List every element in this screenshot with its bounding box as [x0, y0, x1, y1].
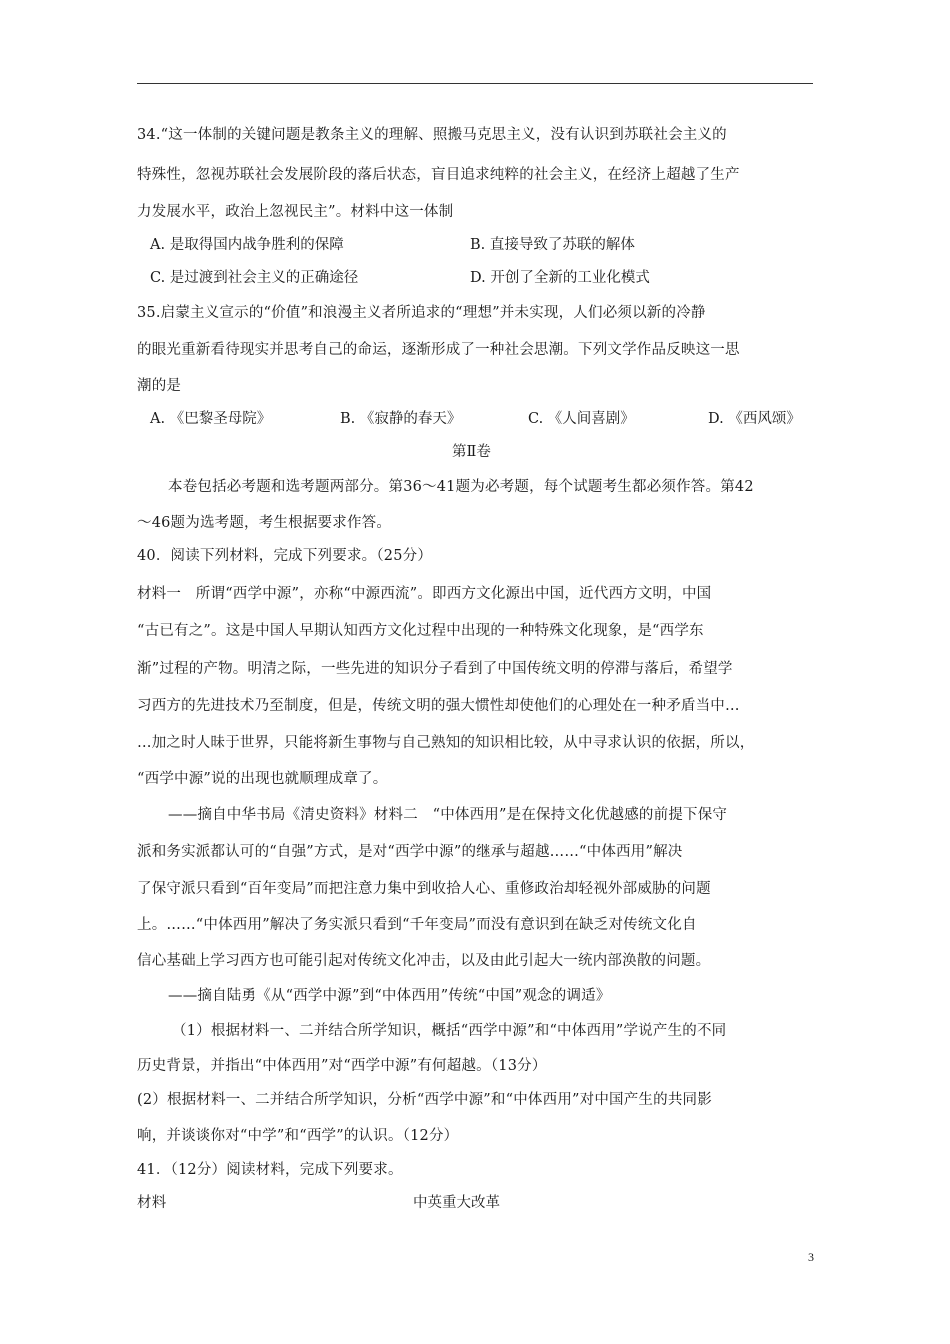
q40-material-line: 习西方的先进技术乃至制度，但是，传统文明的强大惯性却使他们的心理处在一种矛盾当中…: [137, 698, 740, 714]
q41-material-title: 中英重大改革: [413, 1195, 500, 1211]
q34-option-c: C. 是过渡到社会主义的正确途径: [150, 270, 359, 286]
q34-option-b: B. 直接导致了苏联的解体: [470, 237, 635, 253]
q40-material-line: 上。……“中体西用”解决了务实派只看到“千年变局”而没有意识到在缺乏对传统文化自: [137, 917, 697, 933]
q41-material-label: 材料: [137, 1195, 167, 1211]
q35-line-1: 35.启蒙主义宣示的“价值”和浪漫主义者所追求的“理想”并未实现，人们必须以新的冷静: [137, 305, 706, 321]
q40-material-line: 材料一 所谓“西学中源”，亦称“中源西流”。即西方文化源出中国，近代西方文明，中国: [137, 586, 712, 602]
part2-intro-line-1: 本卷包括必考题和选考题两部分。第36～41题为必考题，每个试题考生都必须作答。第42: [168, 479, 754, 495]
q40-header: 40．阅读下列材料，完成下列要求。（25分）: [137, 548, 433, 564]
q34-line-2: 特殊性，忽视苏联社会发展阶段的落后状态，盲目追求纯粹的社会主义，在经济上超越了生产: [137, 167, 740, 183]
q40-material-line: 渐”过程的产物。明清之际，一些先进的知识分子看到了中国传统文明的停滞与落后，希望学: [137, 661, 733, 677]
q41-header: 41．（12分）阅读材料，完成下列要求。: [137, 1162, 403, 1178]
q35-option-d: D. 《西风颂》: [708, 411, 801, 427]
q35-option-a: A. 《巴黎圣母院》: [150, 411, 272, 427]
q40-source-1: ——摘自中华书局《清史资料》材料二 “中体西用”是在保持文化优越感的前提下保守: [168, 807, 728, 823]
q40-sub1-line-1: （1）根据材料一、二并结合所学知识，概括“西学中源”和“中体西用”学说产生的不同: [172, 1023, 727, 1039]
q40-material-line: “西学中源”说的出现也就顺理成章了。: [137, 771, 388, 787]
q40-sub2-line-2: 响，并谈谈你对“中学”和“西学”的认识。（12分）: [137, 1128, 459, 1144]
q34-option-a: A. 是取得国内战争胜利的保障: [150, 237, 344, 253]
q40-sub2-line-1: (2）根据材料一、二并结合所学知识，分析“西学中源”和“中体西用”对中国产生的共同影: [137, 1092, 712, 1108]
header-rule: [137, 83, 813, 84]
q34-line-1: 34.“这一体制的关键问题是教条主义的理解、照搬马克思主义，没有认识到苏联社会主义的: [137, 127, 727, 143]
part2-intro-line-2: ～46题为选考题，考生根据要求作答。: [137, 515, 392, 531]
q40-material-line: “古已有之”。这是中国人早期认知西方文化过程中出现的一种特殊文化现象，是“西学东: [137, 623, 704, 639]
q40-material-line: 了保守派只看到“百年变局”而把注意力集中到收拾人心、重修政治却轻视外部威胁的问题: [137, 881, 711, 897]
q40-material-line: 信心基础上学习西方也可能引起对传统文化冲击，以及由此引起大一统内部涣散的问题。: [137, 953, 711, 969]
q35-option-c: C. 《人间喜剧》: [528, 411, 635, 427]
q40-material-line: …加之时人昧于世界，只能将新生事物与自己熟知的知识相比较，从中寻求认识的依据，所以，: [137, 735, 755, 751]
q40-sub1-line-2: 历史背景，并指出“中体西用”对“西学中源”有何超越。（13分）: [137, 1058, 547, 1074]
q40-material-line: 派和务实派都认可的“自强”方式，是对“西学中源”的继承与超越……“中体西用”解决: [137, 844, 683, 860]
q34-line-3: 力发展水平，政治上忽视民主”。材料中这一体制: [137, 204, 454, 220]
q40-source-2: ——摘自陆勇《从“西学中源”到“中体西用”传统“中国”观念的调适》: [168, 988, 611, 1004]
q35-line-2: 的眼光重新看待现实并思考自己的命运，逐渐形成了一种社会思潮。下列文学作品反映这一思: [137, 342, 740, 358]
part2-title: 第Ⅱ卷: [452, 444, 491, 460]
page-number: 3: [808, 1250, 814, 1264]
q34-option-d: D. 开创了全新的工业化模式: [470, 270, 650, 286]
q35-option-b: B. 《寂静的春天》: [340, 411, 462, 427]
q35-line-3: 潮的是: [137, 378, 182, 394]
